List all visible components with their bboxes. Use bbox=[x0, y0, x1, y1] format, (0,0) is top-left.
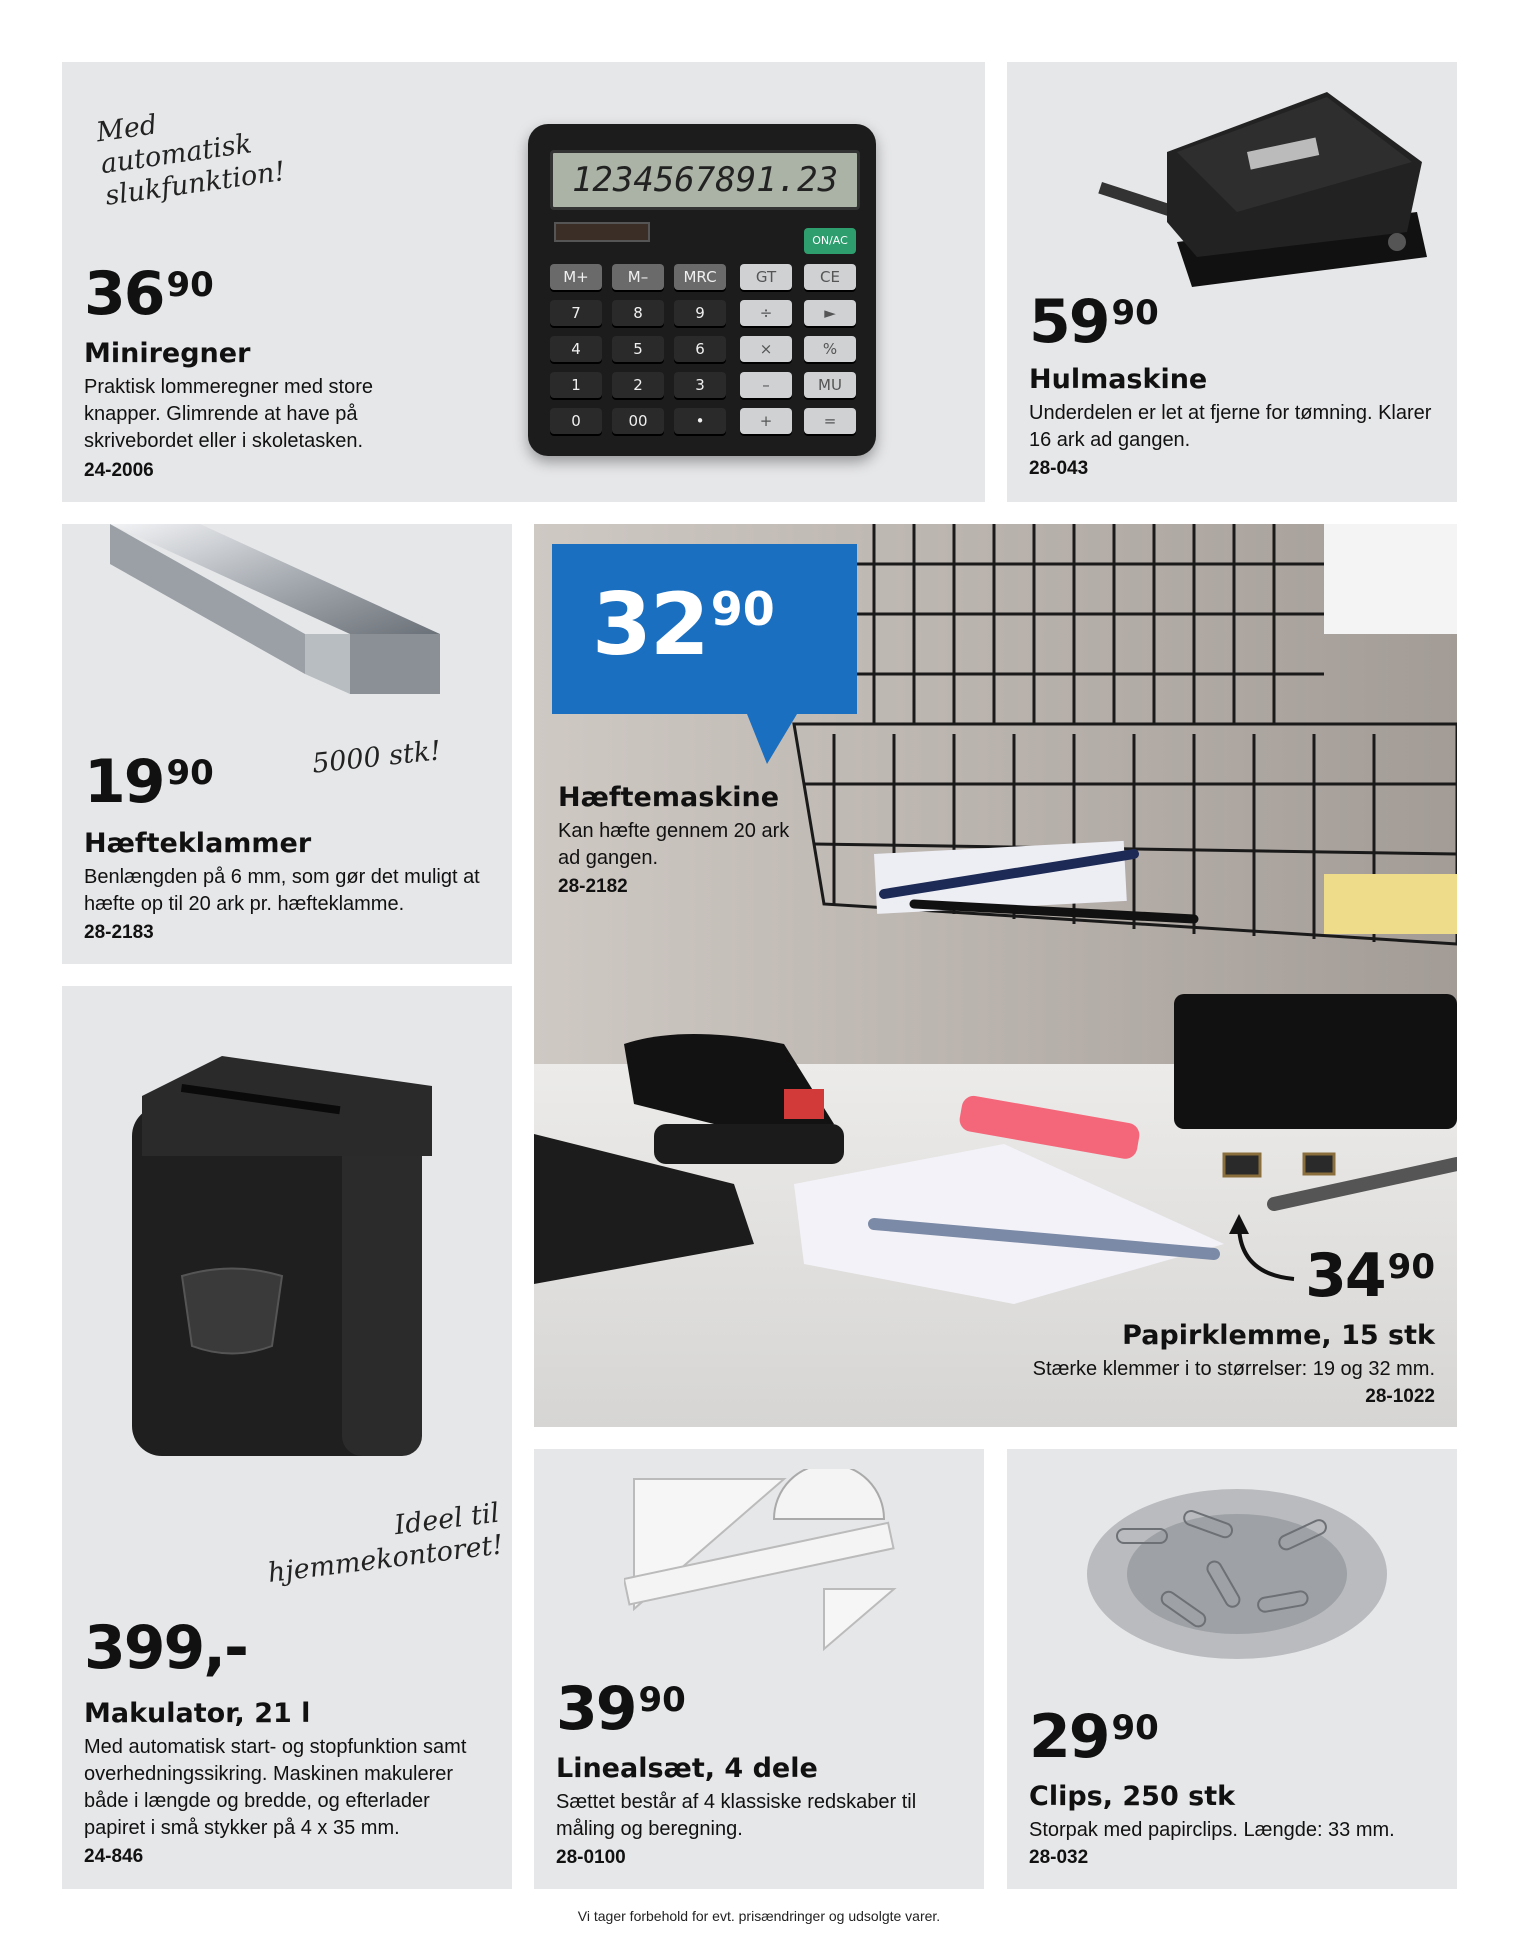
triangle-small bbox=[824, 1589, 894, 1649]
calc-key-minus: – bbox=[740, 372, 792, 398]
stapler-sku: 28-2182 bbox=[558, 876, 628, 897]
staple-strip-right bbox=[350, 634, 440, 694]
calculator-note: Med automatisk slukfunktion! bbox=[94, 109, 288, 212]
staples-note: 5000 stk! bbox=[310, 735, 443, 780]
calculator-desc: Praktisk lommeregner med store knapper. Glimrende at have på skrivebordet eller i skoletasken. bbox=[84, 376, 373, 452]
calc-key-k9: 9 bbox=[674, 300, 726, 326]
calc-key-k2: 2 bbox=[612, 372, 664, 398]
shredder-title: Makulator, 21 l bbox=[84, 1698, 311, 1729]
stapler-title: Hæftemaskine bbox=[558, 782, 780, 813]
calculator-sku: 24-2006 bbox=[84, 460, 154, 481]
calc-key-k00: 00 bbox=[612, 408, 664, 434]
calc-key-div: ÷ bbox=[740, 300, 792, 326]
paper-stack bbox=[1324, 524, 1457, 634]
shredder-sku: 24-846 bbox=[84, 1846, 144, 1867]
clips-image bbox=[1077, 1469, 1397, 1679]
calculator-display: 1234567891.23 bbox=[550, 150, 860, 210]
calc-key-plus: + bbox=[740, 408, 792, 434]
punch-image bbox=[1097, 82, 1437, 292]
shredder-body-side bbox=[342, 1106, 422, 1456]
tile-ruler bbox=[534, 1449, 984, 1889]
tile-calculator bbox=[62, 62, 985, 502]
punch-desc: Underdelen er let at fjerne for tømning. Klarer 16 ark ad gangen. bbox=[1029, 402, 1432, 451]
calculator-price: 3690 bbox=[84, 259, 214, 329]
ruler-title: Linealsæt, 4 dele bbox=[556, 1753, 818, 1784]
clips-desc: Storpak med papirclips. Længde: 33 mm. bbox=[1029, 1819, 1395, 1841]
protractor bbox=[774, 1469, 884, 1519]
shredder-desc: Med automatisk start- og stopfunktion samt overhedningssikring. Maskinen makulerer både i længde og bredde, og efterlader papiret i små stykker på 4 x 35 mm. bbox=[84, 1736, 467, 1839]
calc-key-k6: 6 bbox=[674, 336, 726, 362]
calc-key-eq: = bbox=[804, 408, 856, 434]
stapler-desc: Kan hæfte gennem 20 ark ad gangen. bbox=[558, 820, 790, 869]
tile-punch bbox=[1007, 62, 1457, 502]
ruler-price: 3990 bbox=[556, 1674, 686, 1744]
ruler-sku: 28-0100 bbox=[556, 1847, 626, 1868]
speaker bbox=[1174, 994, 1457, 1129]
staples-sku: 28-2183 bbox=[84, 922, 154, 943]
calc-key-pct: % bbox=[804, 336, 856, 362]
shredder-note: Ideel til hjemmekontoret! bbox=[266, 1497, 505, 1589]
calc-key-dot: • bbox=[674, 408, 726, 434]
binderclips-title: Papirklemme, 15 stk bbox=[1122, 1320, 1435, 1351]
tile-clips bbox=[1007, 1449, 1457, 1889]
tile-shredder bbox=[62, 986, 512, 1889]
calc-key-k5: 5 bbox=[612, 336, 664, 362]
calc-key-k0: 0 bbox=[550, 408, 602, 434]
calculator-image bbox=[528, 124, 876, 456]
calc-key-k1: 1 bbox=[550, 372, 602, 398]
solar-panel bbox=[554, 222, 650, 242]
staples-image bbox=[110, 524, 470, 714]
calc-key-mrc: MRC bbox=[674, 264, 726, 290]
clips-price: 2990 bbox=[1029, 1702, 1159, 1772]
staples-price: 1990 bbox=[84, 747, 214, 817]
sticky-notes bbox=[1324, 874, 1457, 934]
calculator-title: Miniregner bbox=[84, 338, 251, 369]
calc-key-k7: 7 bbox=[550, 300, 602, 326]
binderclips-sku: 28-1022 bbox=[1365, 1386, 1435, 1407]
staples-desc: Benlængden på 6 mm, som gør det muligt at hæfte op til 20 ark pr. hæfteklamme. bbox=[84, 866, 480, 915]
staples-title: Hæfteklammer bbox=[84, 828, 312, 859]
punch-price: 5990 bbox=[1029, 287, 1159, 357]
shredder-window bbox=[182, 1269, 282, 1354]
punch-sku: 28-043 bbox=[1029, 458, 1089, 479]
calc-key-play: ► bbox=[804, 300, 856, 326]
ruler-image bbox=[624, 1469, 904, 1659]
punch-title: Hulmaskine bbox=[1029, 364, 1208, 395]
calc-key-onac: ON/AC bbox=[804, 228, 856, 254]
staple-strip-leg bbox=[305, 634, 350, 694]
calc-key-ce: CE bbox=[804, 264, 856, 290]
tile-hero bbox=[534, 524, 1457, 1427]
shredder-price: 399,- bbox=[84, 1613, 247, 1683]
clips-pile-shade bbox=[1127, 1514, 1347, 1634]
binderclips-desc: Stærke klemmer i to størrelser: 19 og 32 mm. bbox=[1032, 1358, 1435, 1380]
punch-knob bbox=[1388, 233, 1406, 251]
clips-sku: 28-032 bbox=[1029, 1847, 1089, 1868]
shredder-image bbox=[112, 1046, 452, 1466]
tile-staples bbox=[62, 524, 512, 964]
calc-key-k3: 3 bbox=[674, 372, 726, 398]
calc-key-gt: GT bbox=[740, 264, 792, 290]
clips-title: Clips, 250 stk bbox=[1029, 1781, 1236, 1812]
calc-key-mul: × bbox=[740, 336, 792, 362]
stapler-price: 3290 bbox=[592, 575, 775, 675]
calc-key-k4: 4 bbox=[550, 336, 602, 362]
calc-key-k8: 8 bbox=[612, 300, 664, 326]
binderclips-price: 3490 bbox=[1305, 1241, 1435, 1311]
ruler-desc: Sættet består af 4 klassiske redskaber til måling og beregning. bbox=[556, 1791, 917, 1840]
calc-key-mu: MU bbox=[804, 372, 856, 398]
calc-key-mminus: M– bbox=[612, 264, 664, 290]
calc-key-mplus: M+ bbox=[550, 264, 602, 290]
footer-disclaimer: Vi tager forbehold for evt. prisændringer og udsolgte varer. bbox=[577, 1908, 941, 1924]
